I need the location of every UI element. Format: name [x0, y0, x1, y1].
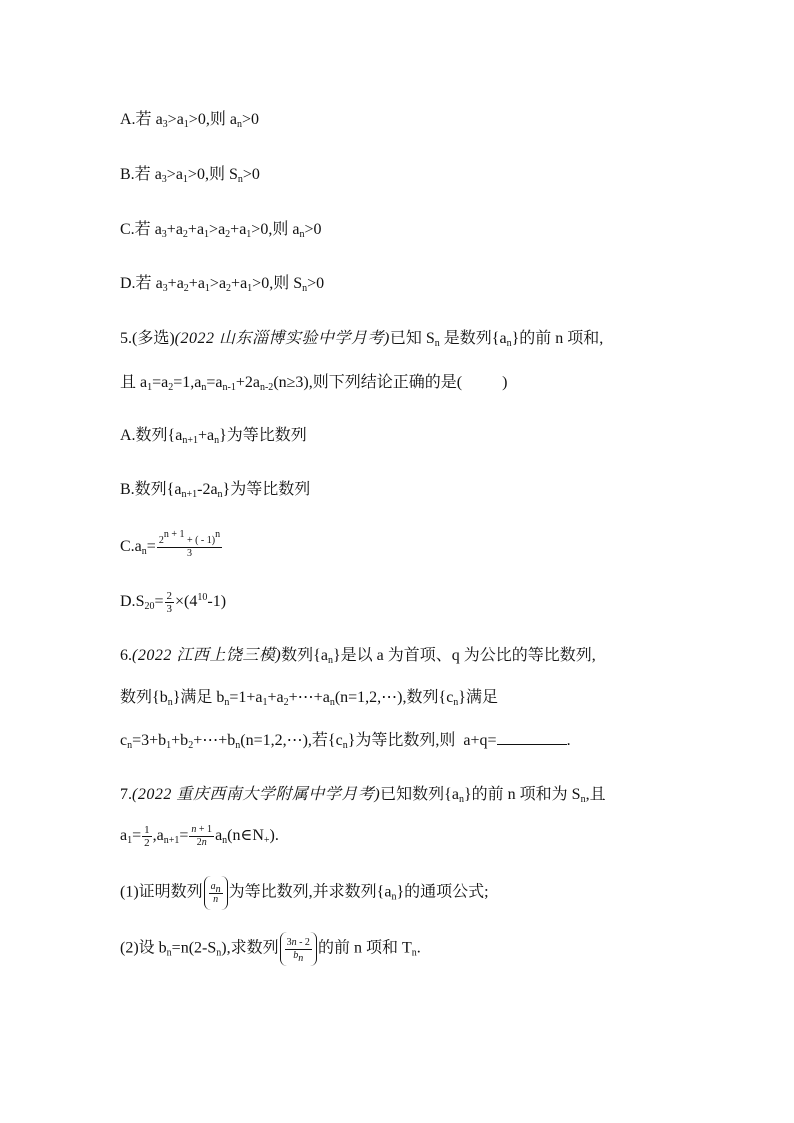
- q5-option-d: $D.S_{20}=$ $\frac{2}{3}$ $\times(4^{10}-1)$: [120, 590, 227, 615]
- q5-option-a: A.数列$\{a_{n+1}+a_n\}$为等比数列: [120, 427, 307, 446]
- q6-line2: 数列$\{b_n\}$满足 $b_n=1+a_1+a_2+\cdots+a_n(n=1,2,\cdots)$,数列$\{c_n\}$满足: [120, 689, 498, 708]
- q5-stem-line1: 5.(多选)(2022 山东淄博实验中学月考)已知 $S_n$ 是数列$\{a_n\}$的前 n 项和,: [120, 330, 604, 349]
- q5-option-c: $C.a_n=$ $\frac{2^{n + 1} + ( - 1)^n}{3}$: [120, 529, 221, 559]
- q7-part1: (1)证明数列 $\frac{a_n}{n}$ 为等比数列,并求数列$\{a_n\}$的通项公式;: [120, 876, 489, 910]
- fraction-c: $\frac{2^{n + 1} + ( - 1)^n}{3}$: [158, 529, 221, 559]
- option-a: A.若 $a_3>a_1>0$,则 $a_n>0$: [120, 111, 259, 130]
- q7-source: (2022 重庆西南大学附属中学月考): [132, 786, 381, 803]
- q7-line1: 7.(2022 重庆西南大学附属中学月考)已知数列$\{a_n\}$的前 n 项和为 $S_n$,且: [120, 786, 606, 805]
- q6-line3: $c_n=3+b_1+b_2+\cdots+b_n(n=1,2,\cdots)$,若$\{c_n\}$为等比数列,则 a+q= .: [120, 732, 571, 751]
- answer-blank[interactable]: [497, 730, 567, 745]
- q6-line1: 6.(2022 江西上饶三模)数列$\{a_n\}$是以 a 为首项、q 为公比的等比数列,: [120, 647, 596, 666]
- set-brace-2: $\frac{3n - 2}{b_n}$: [280, 932, 317, 966]
- q5-source: (2022 山东淄博实验中学月考): [174, 330, 390, 347]
- q6-source: (2022 江西上饶三模): [132, 647, 282, 664]
- q7-part2: (2)设 $b_n=n(2-S_n)$,求数列 $\frac{3n - 2}{b_n}$ 的前 n 项和 $T_n$.: [120, 932, 421, 966]
- fraction-recurrence: $\frac{n + 1}{2n}$: [191, 824, 213, 848]
- q5-stem-line2: 且 $a_1=a_2=1,a_n=a_{n-1}+2a_{n-2}(n\ge 3)$,则下列结论正确的是( ): [120, 374, 508, 393]
- fraction-d: $\frac{2}{3}$: [166, 590, 172, 615]
- option-b: B.若 $a_3>a_1>0$,则 $S_n>0$: [120, 166, 260, 185]
- q5-option-b: B.数列$\{a_{n+1}-2a_n\}$为等比数列: [120, 481, 311, 500]
- option-d: D.若 $a_3+a_2+a_1>a_2+a_1>0$,则 $S_n>0$: [120, 275, 325, 294]
- option-c: C.若 $a_3+a_2+a_1>a_2+a_1>0$,则 $a_n>0$: [120, 221, 322, 240]
- set-brace-1: $\frac{a_n}{n}$: [204, 876, 228, 910]
- q7-line2: $a_1=$ $\frac{1}{2}$ $,a_{n+1}=$ $\frac{n + 1}{2n}$ $a_n(n\in N_+)$.: [120, 824, 279, 849]
- fraction-half: $\frac{1}{2}$: [144, 824, 150, 849]
